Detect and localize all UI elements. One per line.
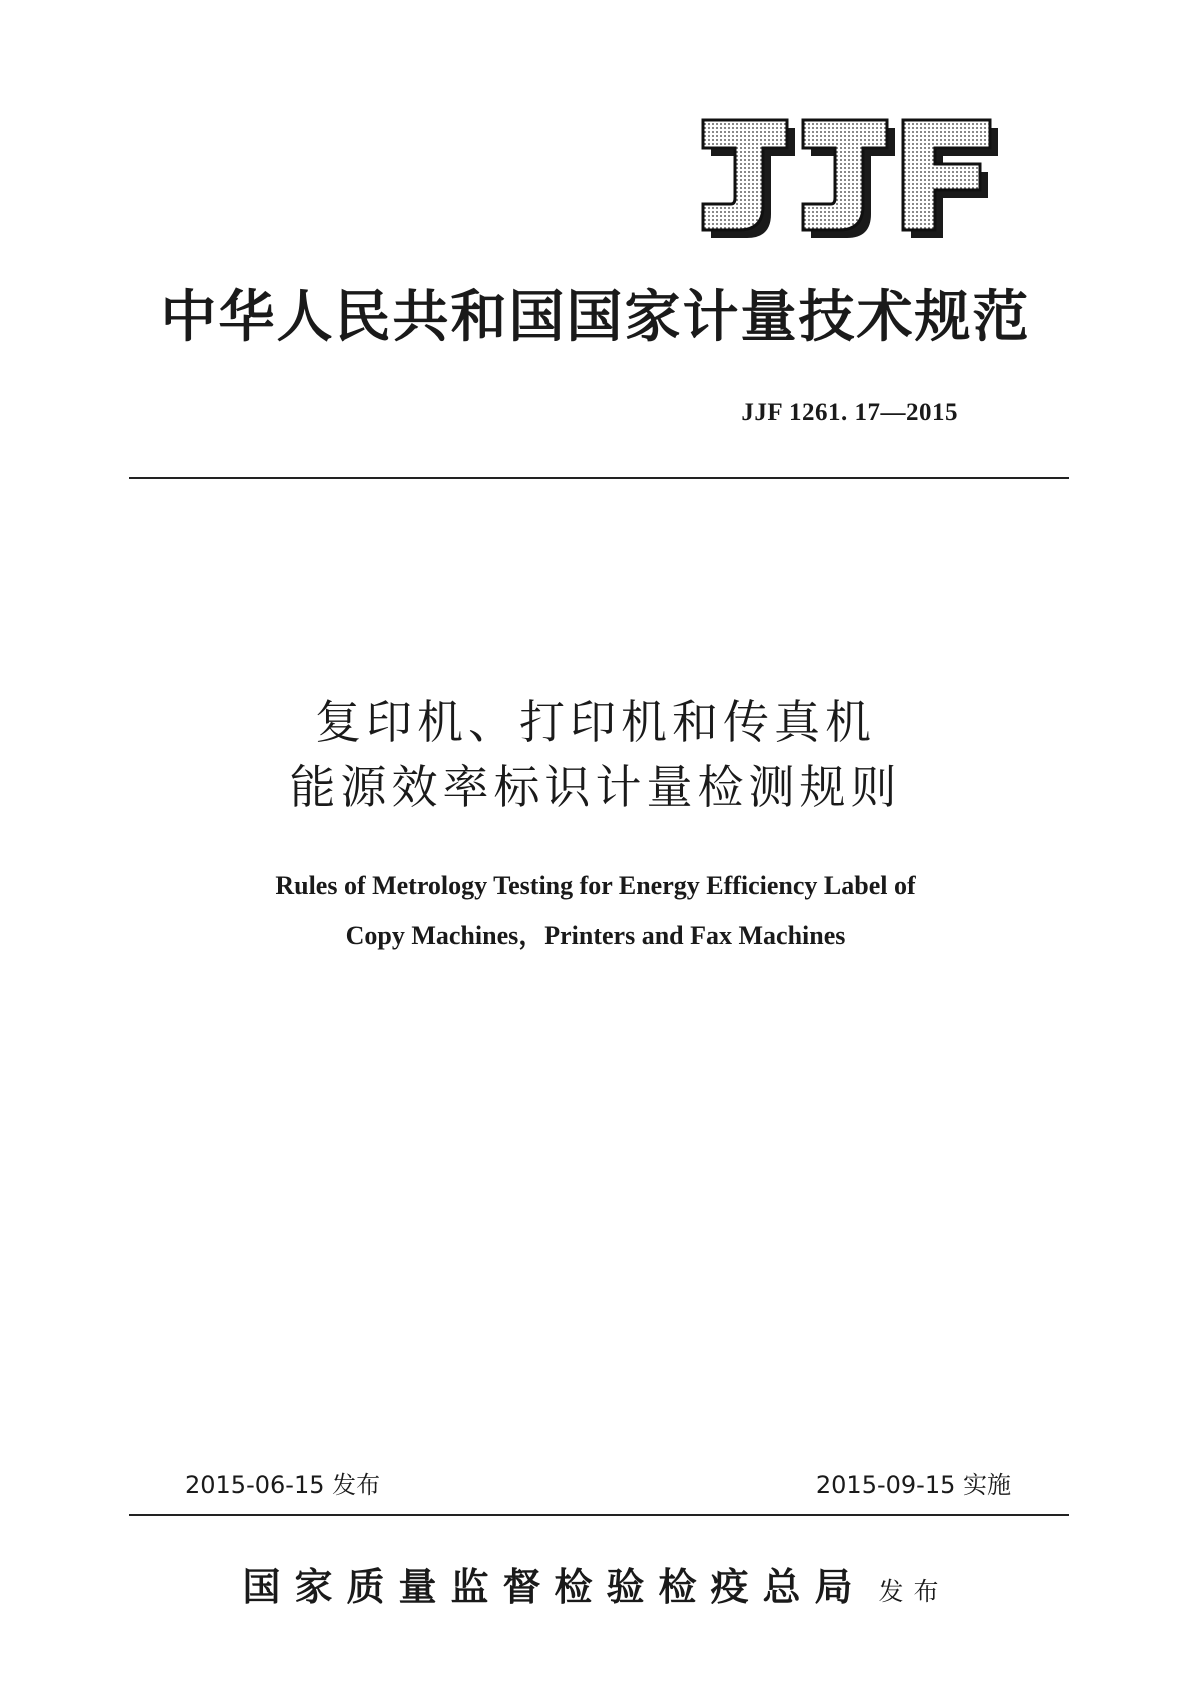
english-title-line-1: Rules of Metrology Testing for Energy Efficiency Label of — [275, 871, 916, 900]
chinese-title-line-2: 能源效率标识计量检测规则 — [289, 760, 902, 814]
issue-date: 2015-06-15 发布 — [185, 1471, 381, 1499]
publisher-line — [0, 1562, 1191, 1620]
standard-number: JJF 1261. 17—2015 — [741, 399, 958, 426]
jjf-logo — [695, 118, 1000, 243]
chinese-title-line-1: 复印机、打印机和传真机 — [315, 695, 876, 749]
effective-date: 2015-09-15 实施 — [815, 1471, 1011, 1499]
publisher-name: 国家质量监督检验检疫总局 — [242, 1564, 867, 1609]
english-title-line-2: Copy Machines，Printers and Fax Machines — [345, 921, 846, 950]
national-standard-title: 中华人民共和国国家计量技术规范 — [160, 284, 1031, 350]
top-divider — [129, 477, 1069, 479]
publish-word: 发布 — [878, 1577, 949, 1606]
bottom-divider — [129, 1514, 1069, 1516]
